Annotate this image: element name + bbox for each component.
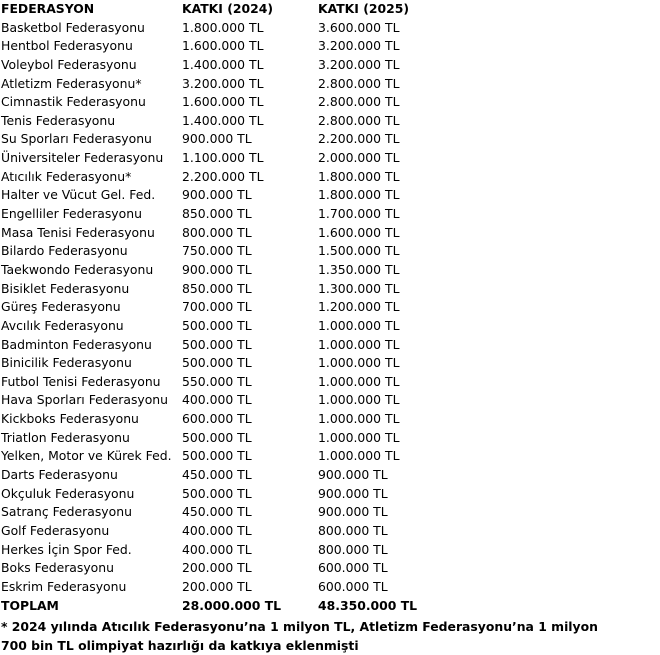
table-row bbox=[0, 168, 660, 187]
contribution-2024: 200.000 TL bbox=[182, 560, 252, 576]
federation-name: Engelliler Federasyonu bbox=[1, 206, 142, 222]
contribution-2025: 1.000.000 TL bbox=[318, 411, 400, 427]
federation-name: Golf Federasyonu bbox=[1, 522, 110, 538]
federation-name: Okçuluk Federasyonu bbox=[1, 485, 135, 501]
federation-name: Halter ve Vücut Gel. Fed. bbox=[1, 187, 156, 203]
contribution-2025: 1.000.000 TL bbox=[318, 336, 400, 352]
contribution-2024: 500.000 TL bbox=[182, 448, 252, 464]
contribution-2024: 2.200.000 TL bbox=[182, 168, 264, 184]
federation-name: Binicilik Federasyonu bbox=[1, 355, 132, 371]
contribution-2025: 3.600.000 TL bbox=[318, 19, 400, 35]
contribution-2025: 2.800.000 TL bbox=[318, 112, 400, 128]
contribution-2025: 1.000.000 TL bbox=[318, 392, 400, 408]
contribution-2024: 500.000 TL bbox=[182, 317, 252, 333]
table-row bbox=[0, 205, 660, 224]
federation-name: Badminton Federasyonu bbox=[1, 336, 152, 352]
table-row bbox=[0, 130, 660, 149]
federation-name: Tenis Federasyonu bbox=[1, 112, 116, 128]
table-row bbox=[0, 75, 660, 94]
federation-name: Üniversiteler Federasyonu bbox=[1, 150, 164, 166]
contribution-2024: 500.000 TL bbox=[182, 485, 252, 501]
federation-name: Su Sporları Federasyonu bbox=[1, 131, 152, 147]
contribution-2025: 1.700.000 TL bbox=[318, 206, 400, 222]
contribution-2024: 500.000 TL bbox=[182, 429, 252, 445]
contribution-2025: 2.000.000 TL bbox=[318, 150, 400, 166]
contribution-2025: 1.000.000 TL bbox=[318, 317, 400, 333]
table-row bbox=[0, 317, 660, 336]
federation-name: Boks Federasyonu bbox=[1, 560, 114, 576]
footnote: * 2024 yılında Atıcılık Federasyonu’na 1 milyon TL, Atletizm Federasyonu’na 1 milyon 700 bin TL olimpiyat hazırlığı da katkıya eklenmişti bbox=[1, 619, 598, 653]
contribution-2025: 1.350.000 TL bbox=[318, 261, 400, 277]
total-row bbox=[0, 597, 660, 616]
contribution-2024: 500.000 TL bbox=[182, 336, 252, 352]
federation-name: Basketbol Federasyonu bbox=[1, 19, 145, 35]
contribution-2025: 2.800.000 TL bbox=[318, 75, 400, 91]
contribution-2025: 3.200.000 TL bbox=[318, 38, 400, 54]
contribution-2024: 500.000 TL bbox=[182, 355, 252, 371]
contribution-2025: 1.800.000 TL bbox=[318, 168, 400, 184]
table-row bbox=[0, 503, 660, 522]
table-row bbox=[0, 578, 660, 597]
table-row bbox=[0, 373, 660, 392]
total-2024: 28.000.000 TL bbox=[182, 597, 282, 613]
contribution-2024: 400.000 TL bbox=[182, 392, 252, 408]
contribution-2024: 400.000 TL bbox=[182, 541, 252, 557]
contribution-2025: 800.000 TL bbox=[318, 541, 388, 557]
contribution-2025: 3.200.000 TL bbox=[318, 56, 400, 72]
table-row bbox=[0, 336, 660, 355]
contribution-2024: 750.000 TL bbox=[182, 243, 252, 259]
contribution-2025: 1.000.000 TL bbox=[318, 355, 400, 371]
table-header-row bbox=[0, 0, 660, 19]
table-row bbox=[0, 242, 660, 261]
contribution-2025: 1.300.000 TL bbox=[318, 280, 400, 296]
table-row bbox=[0, 541, 660, 560]
federation-name: Bisiklet Federasyonu bbox=[1, 280, 130, 296]
table-row bbox=[0, 391, 660, 410]
contribution-2025: 2.200.000 TL bbox=[318, 131, 400, 147]
table-row bbox=[0, 93, 660, 112]
contribution-2024: 900.000 TL bbox=[182, 261, 252, 277]
table-row bbox=[0, 447, 660, 466]
federation-name: Yelken, Motor ve Kürek Fed. bbox=[1, 448, 172, 464]
contribution-2025: 1.000.000 TL bbox=[318, 448, 400, 464]
contribution-2024: 550.000 TL bbox=[182, 373, 252, 389]
federation-name: Herkes İçin Spor Fed. bbox=[1, 541, 132, 557]
federation-name: Atıcılık Federasyonu* bbox=[1, 168, 132, 184]
table-row bbox=[0, 280, 660, 299]
federation-name: Eskrim Federasyonu bbox=[1, 578, 127, 594]
table-row bbox=[0, 224, 660, 243]
federation-name: Triatlon Federasyonu bbox=[1, 429, 130, 445]
contribution-2025: 800.000 TL bbox=[318, 522, 388, 538]
contribution-2025: 1.200.000 TL bbox=[318, 299, 400, 315]
table-row bbox=[0, 186, 660, 205]
contribution-2024: 850.000 TL bbox=[182, 280, 252, 296]
contribution-2024: 900.000 TL bbox=[182, 131, 252, 147]
table-row bbox=[0, 149, 660, 168]
table-row bbox=[0, 429, 660, 448]
contribution-2025: 1.000.000 TL bbox=[318, 429, 400, 445]
federation-name: Satranç Federasyonu bbox=[1, 504, 132, 520]
contribution-2025: 900.000 TL bbox=[318, 485, 388, 501]
table-row bbox=[0, 410, 660, 429]
table-row bbox=[0, 466, 660, 485]
contribution-2025: 600.000 TL bbox=[318, 578, 388, 594]
table-row bbox=[0, 559, 660, 578]
total-2025: 48.350.000 TL bbox=[318, 597, 418, 613]
contribution-2025: 1.800.000 TL bbox=[318, 187, 400, 203]
contribution-2024: 200.000 TL bbox=[182, 578, 252, 594]
contribution-2024: 1.400.000 TL bbox=[182, 112, 264, 128]
federation-name: Futbol Tenisi Federasyonu bbox=[1, 373, 161, 389]
contribution-2024: 1.400.000 TL bbox=[182, 56, 264, 72]
contribution-2025: 1.500.000 TL bbox=[318, 243, 400, 259]
table-row bbox=[0, 354, 660, 373]
contribution-2025: 600.000 TL bbox=[318, 560, 388, 576]
table-row bbox=[0, 522, 660, 541]
table-row bbox=[0, 261, 660, 280]
contribution-2024: 1.600.000 TL bbox=[182, 38, 264, 54]
federation-name: Avcılık Federasyonu bbox=[1, 317, 124, 333]
federation-name: Kickboks Federasyonu bbox=[1, 411, 139, 427]
table-row bbox=[0, 112, 660, 131]
contribution-2025: 900.000 TL bbox=[318, 504, 388, 520]
header-contribution-2025: KATKI (2025) bbox=[318, 1, 410, 16]
total-label: TOPLAM bbox=[1, 597, 59, 613]
table-body bbox=[0, 19, 660, 597]
contribution-2024: 450.000 TL bbox=[182, 467, 252, 483]
contribution-2024: 800.000 TL bbox=[182, 224, 252, 240]
contribution-2025: 2.800.000 TL bbox=[318, 94, 400, 110]
federation-name: Güreş Federasyonu bbox=[1, 299, 121, 315]
table-row bbox=[0, 485, 660, 504]
federation-name: Bilardo Federasyonu bbox=[1, 243, 128, 259]
federation-name: Atletizm Federasyonu* bbox=[1, 75, 142, 91]
contribution-2024: 450.000 TL bbox=[182, 504, 252, 520]
contribution-2025: 900.000 TL bbox=[318, 467, 388, 483]
federation-name: Taekwondo Federasyonu bbox=[1, 261, 154, 277]
federation-name: Masa Tenisi Federasyonu bbox=[1, 224, 155, 240]
contribution-2024: 600.000 TL bbox=[182, 411, 252, 427]
contribution-2025: 1.600.000 TL bbox=[318, 224, 400, 240]
federation-name: Voleybol Federasyonu bbox=[1, 56, 137, 72]
header-contribution-2024: KATKI (2024) bbox=[182, 1, 274, 16]
header-federation: FEDERASYON bbox=[1, 1, 95, 16]
contribution-2024: 850.000 TL bbox=[182, 206, 252, 222]
contribution-2024: 700.000 TL bbox=[182, 299, 252, 315]
federation-name: Darts Federasyonu bbox=[1, 467, 118, 483]
table-row bbox=[0, 37, 660, 56]
contribution-2024: 3.200.000 TL bbox=[182, 75, 264, 91]
federation-name: Hentbol Federasyonu bbox=[1, 38, 133, 54]
contribution-2025: 1.000.000 TL bbox=[318, 373, 400, 389]
table-row bbox=[0, 19, 660, 38]
contribution-2024: 400.000 TL bbox=[182, 522, 252, 538]
contribution-2024: 1.100.000 TL bbox=[182, 150, 264, 166]
contribution-2024: 900.000 TL bbox=[182, 187, 252, 203]
federation-name: Hava Sporları Federasyonu bbox=[1, 392, 169, 408]
contribution-2024: 1.600.000 TL bbox=[182, 94, 264, 110]
table-row bbox=[0, 56, 660, 75]
table-row bbox=[0, 298, 660, 317]
federation-name: Cimnastik Federasyonu bbox=[1, 94, 146, 110]
contribution-2024: 1.800.000 TL bbox=[182, 19, 264, 35]
